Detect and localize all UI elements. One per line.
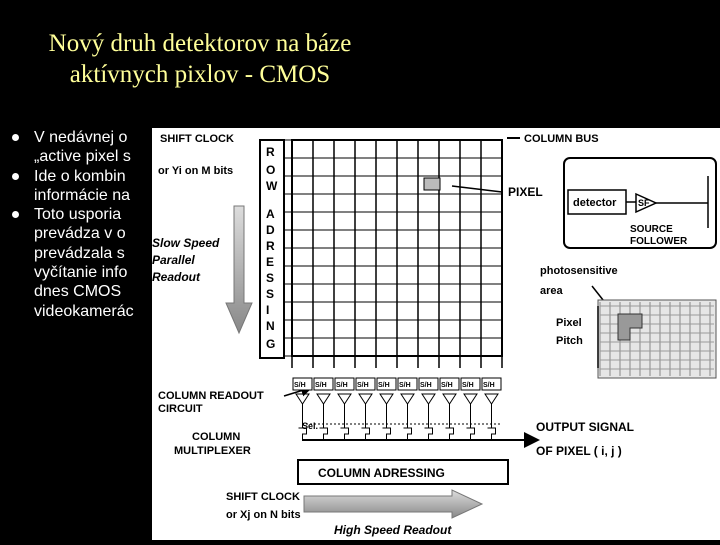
- amplifier-icon: [401, 394, 414, 404]
- shift-clock-bottom-label: SHIFT CLOCK: [226, 491, 300, 503]
- bullet-dot-icon: [12, 173, 19, 180]
- sample-hold-label: S/H: [357, 382, 369, 389]
- row-addressing-letter: R: [266, 145, 275, 159]
- amplifier-icon: [296, 394, 309, 404]
- bullet-line: V nedávnej o: [34, 129, 128, 146]
- sample-hold-label: S/H: [420, 382, 432, 389]
- bullet-line: Toto usporia: [34, 206, 122, 224]
- pixel-label: PIXEL: [508, 185, 543, 199]
- output-signal-label: OF PIXEL ( i, j ): [536, 444, 622, 458]
- mux-switch-icon: [341, 428, 349, 440]
- mux-switch-icon: [467, 428, 475, 440]
- column-addressing-label: COLUMN ADRESSING: [318, 466, 445, 480]
- sample-hold-label: S/H: [378, 382, 390, 389]
- high-speed-arrow-icon: [304, 490, 482, 518]
- mux-switch-icon: [425, 428, 433, 440]
- title-line-1: Nový druh detektorov na báze: [48, 30, 352, 57]
- mux-switch-icon: [383, 428, 391, 440]
- amplifier-icon: [422, 394, 435, 404]
- high-speed-label: High Speed Readout: [334, 523, 452, 537]
- sample-hold-label: S/H: [399, 382, 411, 389]
- amplifier-icon: [443, 394, 456, 404]
- column-mux-label: COLUMN: [192, 431, 241, 443]
- bullet-line: prevádzala s: [34, 244, 125, 262]
- shift-clock-bottom-sub: or Xj on N bits: [226, 509, 301, 521]
- detector-label: detector: [573, 197, 617, 209]
- row-addressing-letter: D: [266, 223, 275, 237]
- bullet-line: videokamerác: [34, 302, 134, 320]
- sel-label: Sel.: [302, 421, 319, 431]
- column-readout-label: CIRCUIT: [158, 403, 203, 415]
- slow-readout-line: Parallel: [152, 253, 195, 267]
- bullet-line: Ide o kombin: [34, 167, 126, 185]
- row-addressing-letter: I: [266, 303, 270, 317]
- row-addressing-letter: N: [266, 319, 275, 333]
- mux-switch-icon: [404, 428, 412, 440]
- sample-hold-label: S/H: [315, 382, 327, 389]
- slow-readout-label: [152, 236, 220, 284]
- row-addressing-letter: A: [266, 207, 275, 221]
- pixel-pitch-label: Pitch: [556, 335, 583, 347]
- multiplexer-switches: [299, 404, 503, 440]
- bullet-line: dnes CMOS: [34, 283, 122, 301]
- row-addressing-letter: R: [266, 239, 275, 253]
- sample-hold-row: [293, 378, 501, 404]
- bullet-line: „active pixel s: [34, 148, 131, 166]
- selected-pixel: [424, 178, 440, 190]
- row-addressing-letter: W: [266, 179, 278, 193]
- row-addressing-letter: S: [266, 271, 275, 285]
- mux-switch-icon: [446, 428, 454, 440]
- column-mux-label: MULTIPLEXER: [174, 445, 251, 457]
- photosensitive-label: photosensitive: [540, 265, 618, 277]
- mux-switch-icon: [320, 428, 328, 440]
- slow-readout-line: Slow Speed: [152, 236, 220, 250]
- column-readout-label: COLUMN READOUT: [158, 390, 264, 402]
- sample-hold-label: S/H: [483, 382, 495, 389]
- slow-readout-arrow-icon: [226, 206, 252, 333]
- bullet-line: informácie na: [34, 186, 131, 204]
- source-follower-label: FOLLOWER: [630, 236, 688, 247]
- sf-label: SF: [638, 198, 650, 208]
- amplifier-icon: [464, 394, 477, 404]
- amplifier-icon: [380, 394, 393, 404]
- slow-readout-line: Readout: [152, 270, 200, 284]
- source-follower-label: SOURCE: [630, 224, 673, 235]
- sample-hold-label: S/H: [294, 382, 306, 389]
- row-addressing-letter: O: [266, 163, 276, 177]
- pixel-pitch-label: Pixel: [556, 317, 582, 329]
- mux-switch-icon: [488, 428, 496, 440]
- shift-clock-top-label: SHIFT CLOCK: [160, 133, 234, 145]
- amplifier-icon: [317, 394, 330, 404]
- title-line-2: aktívnych pixlov - CMOS: [69, 61, 331, 88]
- bullet-dot-icon: [12, 134, 19, 141]
- sample-hold-label: S/H: [462, 382, 474, 389]
- row-addressing-letter: E: [266, 255, 275, 269]
- pixel-array: [284, 140, 502, 368]
- slide-title: [0, 28, 400, 90]
- sample-hold-label: S/H: [336, 382, 348, 389]
- row-addressing-letter: S: [266, 287, 275, 301]
- photosensitive-label: area: [540, 285, 563, 297]
- cmos-sensor-diagram: [152, 128, 720, 540]
- column-bus-label: COLUMN BUS: [524, 133, 599, 145]
- bullet-dot-icon: [12, 211, 19, 218]
- amplifier-icon: [485, 394, 498, 404]
- shift-clock-top-sub: or Yi on M bits: [158, 165, 234, 177]
- shift-clock-top: [158, 133, 234, 177]
- pixel-layout-image: [598, 300, 716, 378]
- row-addressing-letter: G: [266, 337, 276, 351]
- output-signal-label: OUTPUT SIGNAL: [536, 420, 634, 434]
- mux-switch-icon: [362, 428, 370, 440]
- sample-hold-label: S/H: [441, 382, 453, 389]
- amplifier-icon: [359, 394, 372, 404]
- amplifier-icon: [338, 394, 351, 404]
- bullet-line: prevádza v o: [34, 225, 126, 243]
- bullet-line: vyčítanie info: [34, 264, 128, 282]
